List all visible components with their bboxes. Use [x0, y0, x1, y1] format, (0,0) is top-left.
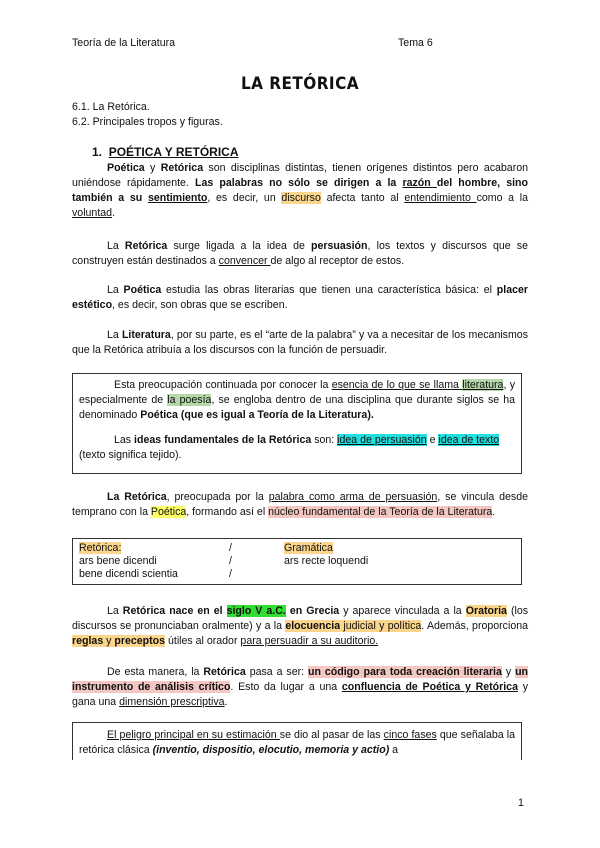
- page-number: 1: [518, 797, 524, 809]
- section-number: 1.: [92, 145, 103, 159]
- box-poetica: Esta preocupación continuada por conocer la esencia de lo que se llama literatura, y especialmente de la poesía, se engloba dentro de una disciplina que durante siglos se ha denominado Poética (que es igual a Teoría de la Literatura). Las ideas fundamentales de la Retórica son: idea de persuasión e idea de texto (texto significa tejido).: [72, 373, 522, 474]
- page-title: LA RETÓRICA: [240, 74, 360, 94]
- paragraph-2: La Retórica surge ligada a la idea de persuasión, los textos y discursos que se construyen están destinados a convencer de algo al receptor de estos.: [72, 240, 528, 267]
- section-title: POÉTICA Y RETÓRICA: [108, 145, 239, 159]
- box-cinco-fases: El peligro principal en su estimación se dio al pasar de las cinco fases que señalaba la retórica clásica (inventio, dispositio, elocutio, memoria y actio) a: [72, 722, 522, 760]
- toc-item-2: 6.2. Principales tropos y figuras.: [72, 116, 223, 128]
- toc-item-1: 6.1. La Retórica.: [72, 101, 150, 113]
- paragraph-4: La Literatura, por su parte, es el “arte de la palabra” y va a necesitar de los mecanismos que la Retórica atribuía a los discursos con la función de persuadir.: [72, 329, 528, 356]
- header-left: Teoría de la Literatura: [72, 37, 176, 49]
- section-heading: [92, 145, 238, 159]
- paragraph-6: La Retórica nace en el siglo V a.C. en Grecia y aparece vinculada a la Oratoria (los discursos se pronunciaban oralmente) y a la elocuencia judicial y política. Además, proporciona reglas y preceptos útiles al orador para persuadir a su auditorio.: [72, 605, 529, 647]
- paragraph-5: La Retórica, preocupada por la palabra como arma de persuasión, se vincula desde temprano con la Poética, formando así el núcleo fundamental de la Teoría de la Literatura.: [72, 491, 528, 518]
- box-retorica-gramatica: [72, 538, 522, 585]
- paragraph-7: De esta manera, la Retórica pasa a ser: un código para toda creación literaria y un instrumento de análisis crítico. Esto da lugar a una confluencia de Poética y Retórica y gana una dimensión prescriptiva.: [72, 666, 529, 708]
- paragraph-1: Poética y Retórica son disciplinas distintas, tienen orígenes distintos pero acabaron uniéndose rápidamente. Las palabras no sólo se dirigen a la razón del hombre, sino también a su sentimiento, es decir, un discurso afecta tanto al entendimiento como a la voluntad.: [72, 162, 529, 219]
- header-right: Tema 6: [398, 37, 433, 49]
- paragraph-3: La Poética estudia las obras literarias que tienen una característica básica: el placer estético, es decir, son obras que se escriben.: [72, 284, 528, 311]
- comparison-table: Retórica: / Gramática ars bene dicendi / ars recte loquendi bene dicendi scientia /: [79, 542, 369, 580]
